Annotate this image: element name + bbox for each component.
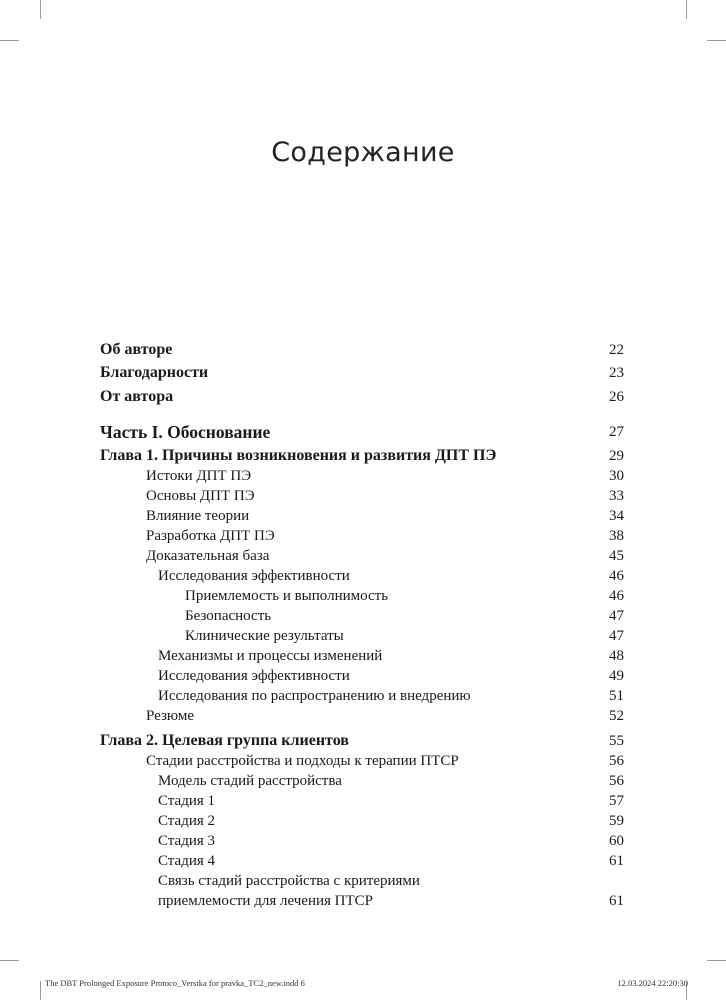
toc-entry [0, 505, 726, 527]
toc-entry [0, 890, 726, 912]
toc-entry-page-number: 51 [609, 688, 624, 704]
toc-entry-page-number: 29 [609, 448, 624, 464]
toc-entry [0, 870, 726, 892]
toc-entry-title: От автора [100, 388, 174, 405]
toc-entry-page-number: 55 [609, 733, 624, 749]
toc-entry-page-number: 60 [609, 833, 624, 849]
toc-entry-title: Исследования эффективности [158, 568, 350, 584]
toc-entry [0, 830, 726, 852]
toc-entry [0, 362, 726, 384]
toc-entry-title: Безопасность [185, 608, 272, 624]
toc-entry [0, 625, 726, 647]
toc-entry-page-number: 27 [609, 424, 624, 440]
toc-entry-title: Стадия 4 [158, 853, 216, 869]
toc-entry-page-number: 30 [609, 468, 624, 484]
toc-entry [0, 605, 726, 627]
toc-entry-page-number: 38 [609, 528, 624, 544]
toc-entry-page-number: 46 [609, 568, 624, 584]
toc-entry-page-number: 48 [609, 648, 624, 664]
toc-entry-title: приемлемости для лечения ПТСР [158, 893, 373, 909]
toc-entry [0, 421, 726, 443]
toc-entry [0, 750, 726, 772]
toc-entry [0, 386, 726, 408]
toc-entry-title: Истоки ДПТ ПЭ [146, 468, 252, 484]
toc-entry-page-number: 59 [609, 813, 624, 829]
toc-entry-page-number: 61 [609, 853, 624, 869]
toc-entry [0, 545, 726, 567]
toc-entry-page-number: 33 [609, 488, 624, 504]
toc-entry-page-number: 61 [609, 893, 624, 909]
toc-entry-page-number: 56 [609, 753, 624, 769]
toc-entry-title: Связь стадий расстройства с критериями [158, 873, 420, 889]
toc-entry [0, 810, 726, 832]
toc-entry-title: Стадии расстройства и подходы к терапии ПТСР [146, 753, 459, 769]
toc-entry-page-number: 52 [609, 708, 624, 724]
toc-entry [0, 565, 726, 587]
toc-entry-page-number: 46 [609, 588, 624, 604]
toc-entry [0, 665, 726, 687]
toc-entry [0, 770, 726, 792]
toc-entry-title: Стадия 1 [158, 793, 216, 809]
toc-entry-title: Глава 1. Причины возникновения и развития ДПТ ПЭ [100, 447, 497, 464]
toc-entry-title: Влияние теории [146, 508, 250, 524]
toc-entry [0, 585, 726, 607]
toc-entry-title: Клинические результаты [185, 628, 344, 644]
toc-entry-title: Доказательная база [146, 548, 270, 564]
toc-entry-title: Модель стадий расстройства [158, 773, 342, 789]
toc-entry-title: Часть I. Обоснование [100, 422, 271, 442]
footer-timestamp: 12.03.2024 22:20:30 [617, 978, 688, 988]
toc-entry-title: Разработка ДПТ ПЭ [146, 528, 275, 544]
toc-entry-title: Механизмы и процессы изменений [158, 648, 383, 664]
toc-entry [0, 685, 726, 707]
page-title: Содержание [271, 137, 455, 168]
toc-entry [0, 645, 726, 667]
toc-entry [0, 705, 726, 727]
toc-entry [0, 790, 726, 812]
toc-entry-title: Приемлемость и выполнимость [185, 588, 389, 604]
toc-entry [0, 445, 726, 467]
toc-entry-title: Резюме [146, 708, 195, 724]
toc-entry-title: Основы ДПТ ПЭ [146, 488, 255, 504]
toc-entry-title: Благодарности [100, 364, 209, 381]
toc-entry [0, 465, 726, 487]
toc-entry-page-number: 47 [609, 608, 624, 624]
toc-entry [0, 730, 726, 752]
toc-entry [0, 485, 726, 507]
toc-entry [0, 339, 726, 361]
toc-entry-page-number: 23 [609, 365, 624, 381]
toc-entry-page-number: 45 [609, 548, 624, 564]
toc-entry-page-number: 56 [609, 773, 624, 789]
toc-entry [0, 525, 726, 547]
toc-entry [0, 850, 726, 872]
toc-entry-page-number: 26 [609, 389, 624, 405]
toc-entry-page-number: 57 [609, 793, 624, 809]
footer-filename: The DBT Prolonged Exposure Protoco_Verstka for pravka_TC2_new.indd 6 [45, 978, 305, 988]
toc-entry-title: Исследования эффективности [158, 668, 350, 684]
toc-entry-title: Исследования по распространению и внедрению [158, 688, 471, 704]
toc-entry-page-number: 47 [609, 628, 624, 644]
toc-entry-title: Стадия 3 [158, 833, 216, 849]
toc-entry-title: Глава 2. Целевая группа клиентов [100, 732, 349, 749]
toc-entry-title: Об авторе [100, 341, 173, 358]
toc-entry-title: Стадия 2 [158, 813, 216, 829]
toc-entry-page-number: 34 [609, 508, 624, 524]
toc-entry-page-number: 49 [609, 668, 624, 684]
toc-entry-page-number: 22 [609, 342, 624, 358]
